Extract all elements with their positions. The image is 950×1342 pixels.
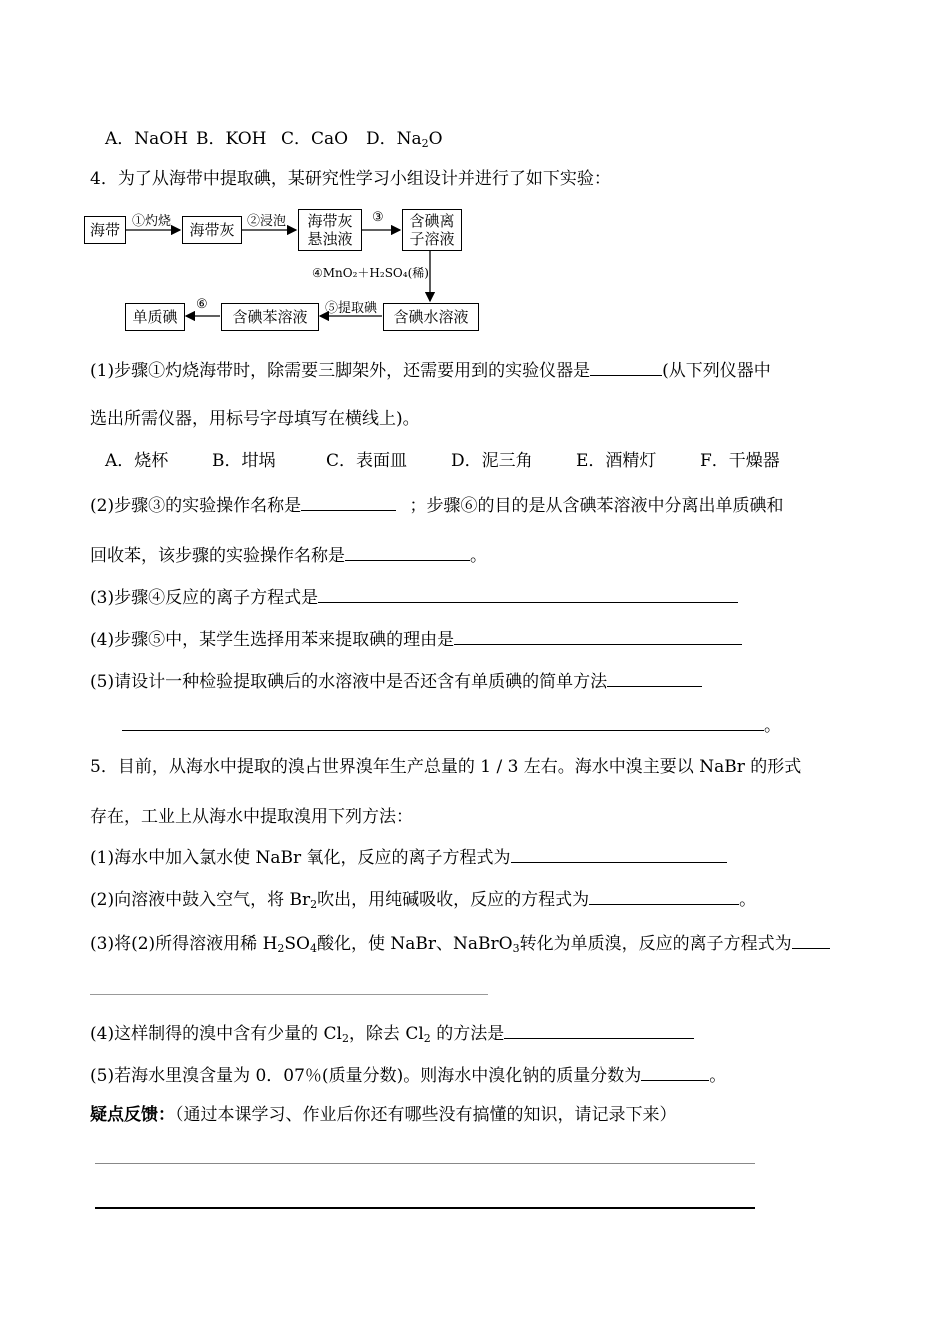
q4-option-c: C．表面皿 xyxy=(326,451,408,471)
q5-part3 xyxy=(90,932,830,955)
feedback-line-1[interactable] xyxy=(95,1163,755,1164)
q3-option-b: B．KOH xyxy=(196,129,267,149)
q5-part4-sub1: 2 xyxy=(341,1032,349,1045)
feedback-line-2[interactable] xyxy=(95,1207,755,1209)
q5-part3-answer-blank-1[interactable] xyxy=(792,932,830,949)
q5-part2-sub: 2 xyxy=(310,898,318,911)
q4-part5-answer-blank-2[interactable] xyxy=(122,714,764,731)
q4-part4-text: (4)步骤⑤中，某学生选择用苯来提取碘的理由是 xyxy=(90,630,455,650)
flow-node-shui: 含碘水溶液 xyxy=(383,303,479,331)
q4-part2-cont xyxy=(90,544,487,567)
q3-options-row xyxy=(105,128,443,150)
q4-part4 xyxy=(90,628,742,651)
q4-part5 xyxy=(90,670,702,693)
q5-part5 xyxy=(90,1064,726,1087)
q4-part1 xyxy=(90,359,771,382)
flow-node-lizi-line1: 含碘离 xyxy=(409,212,455,230)
flow-step-2: ②浸泡 xyxy=(247,214,287,229)
flow-step-5: ⑤提取碘 xyxy=(325,301,378,316)
q3-option-d: D．$Na_2O$ xyxy=(366,129,443,150)
feedback-text: （通过本课学习、作业后你还有哪些没有搞懂的知识，请记录下来） xyxy=(175,1105,677,1125)
q5-part2-end: 。 xyxy=(739,890,757,910)
feedback-row xyxy=(90,1104,677,1126)
q5-part1-answer-blank[interactable] xyxy=(511,846,727,863)
q4-part2-text-2: ；步骤⑥的目的是从含碘苯溶液中分离出单质碘和 xyxy=(409,496,784,516)
q3-option-c: C．CaO xyxy=(281,129,349,149)
q5-part4-text-a: (4)这样制得的溴中含有少量的 Cl xyxy=(90,1024,342,1044)
q4-option-b: B．坩埚 xyxy=(212,451,276,471)
q4-part5-end: 。 xyxy=(764,716,781,736)
q4-part3-text: (3)步骤④反应的离子方程式是 xyxy=(90,588,319,608)
q4-option-a: A．烧杯 xyxy=(105,451,169,471)
flow-node-dan: 单质碘 xyxy=(125,303,185,331)
q5-stem-line2: 存在，工业上从海水中提取溴用下列方法： xyxy=(90,807,413,827)
q4-part5-text: (5)请设计一种检验提取碘后的水溶液中是否还含有单质碘的简单方法 xyxy=(90,672,608,692)
q4-part4-answer-blank[interactable] xyxy=(454,628,742,645)
q5-stem-line1: 5．目前，从海水中提取的溴占世界溴年生产总量的 1 / 3 左右。海水中溴主要以 NaBr 的形式 xyxy=(90,757,802,777)
q4-option-e: E．酒精灯 xyxy=(576,451,657,471)
q5-part1-text: (1)海水中加入氯水使 NaBr 氧化，反应的离子方程式为 xyxy=(90,848,511,868)
q5-part4 xyxy=(90,1022,694,1045)
q5-part3-answer-blank-2[interactable] xyxy=(90,978,488,995)
q5-part3-sub3: 3 xyxy=(512,942,520,955)
flow-node-xuanzhuo-line2: 悬浊液 xyxy=(307,230,353,248)
q5-part3-text-c: 酸化，使 NaBr、NaBrO xyxy=(316,934,513,954)
q4-instrument-options xyxy=(105,450,780,472)
q4-part3-answer-blank[interactable] xyxy=(318,586,738,603)
q4-stem: 4．为了从海带中提取碘，某研究性学习小组设计并进行了如下实验： xyxy=(90,169,611,189)
q4-part1-answer-blank[interactable] xyxy=(590,359,662,376)
q4-part2 xyxy=(90,494,784,517)
q5-part3-sub1: 2 xyxy=(277,942,285,955)
flow-node-lizi xyxy=(402,209,462,251)
q5-part5-end: 。 xyxy=(709,1066,727,1086)
q5-part5-text: (5)若海水里溴含量为 0．07％(质量分数)。则海水中溴化钠的质量分数为 xyxy=(90,1066,642,1086)
q5-part2-text-b: 吹出，用纯碱吸收，反应的方程式为 xyxy=(317,890,590,910)
q4-part3 xyxy=(90,586,738,609)
q5-part5-answer-blank[interactable] xyxy=(641,1064,709,1081)
q4-option-f: F．干燥器 xyxy=(700,451,780,471)
q5-part4-answer-blank[interactable] xyxy=(504,1022,694,1039)
q5-part3-text-d: 转化为单质溴，反应的离子方程式为 xyxy=(519,934,792,954)
q4-part5-cont xyxy=(122,714,781,737)
q5-part2-text-a: (2)向溶液中鼓入空气，将 Br xyxy=(90,890,311,910)
feedback-title: 疑点反馈： xyxy=(90,1105,175,1125)
flow-node-haidaihui: 海带灰 xyxy=(182,216,242,244)
q4-part1-cont: 选出所需仪器，用标号字母填写在横线上)。 xyxy=(90,409,420,429)
q4-part2-text-3: 回收苯，该步骤的实验操作名称是 xyxy=(90,546,345,566)
flow-node-haidai: 海带 xyxy=(84,216,126,244)
q5-part4-text-b: ，除去 Cl xyxy=(348,1024,424,1044)
q5-part2 xyxy=(90,888,756,911)
q5-part3-sub2: 4 xyxy=(309,942,317,955)
q5-part4-sub2: 2 xyxy=(423,1032,431,1045)
flow-step-3: ③ xyxy=(372,210,384,225)
flow-node-xuanzhuo xyxy=(298,209,362,251)
flow-step-1: ①灼烧 xyxy=(132,214,172,229)
q5-part3-text-b: SO xyxy=(284,934,310,954)
q4-part1-text-tail: (从下列仪器中 xyxy=(662,361,771,381)
q4-option-d: D．泥三角 xyxy=(451,451,533,471)
flow-step-4: ④MnO₂＋H₂SO₄(稀) xyxy=(312,266,429,280)
q4-part2-text: (2)步骤③的实验操作名称是 xyxy=(90,496,302,516)
q4-part2-answer-blank-1[interactable] xyxy=(301,494,396,511)
q5-part4-text-c: 的方法是 xyxy=(430,1024,505,1044)
q3-option-a: A．NaOH xyxy=(105,129,189,149)
q4-part2-answer-blank-2[interactable] xyxy=(345,544,470,561)
flow-node-xuanzhuo-line1: 海带灰 xyxy=(307,212,353,230)
q4-part5-answer-blank-1[interactable] xyxy=(607,670,702,687)
flow-node-lizi-line2: 子溶液 xyxy=(409,230,455,248)
q5-part1 xyxy=(90,846,727,869)
flow-node-ben: 含碘苯溶液 xyxy=(221,303,319,331)
q5-part3-cont xyxy=(90,978,488,1001)
extraction-flow-diagram xyxy=(80,200,500,340)
q5-part3-text-a: (3)将(2)所得溶液用稀 H xyxy=(90,934,278,954)
q4-part1-text: (1)步骤①灼烧海带时，除需要三脚架外，还需要用到的实验仪器是 xyxy=(90,361,591,381)
q5-part2-answer-blank[interactable] xyxy=(589,888,739,905)
flow-step-6: ⑥ xyxy=(196,297,208,312)
q4-part2-end: 。 xyxy=(470,546,487,566)
